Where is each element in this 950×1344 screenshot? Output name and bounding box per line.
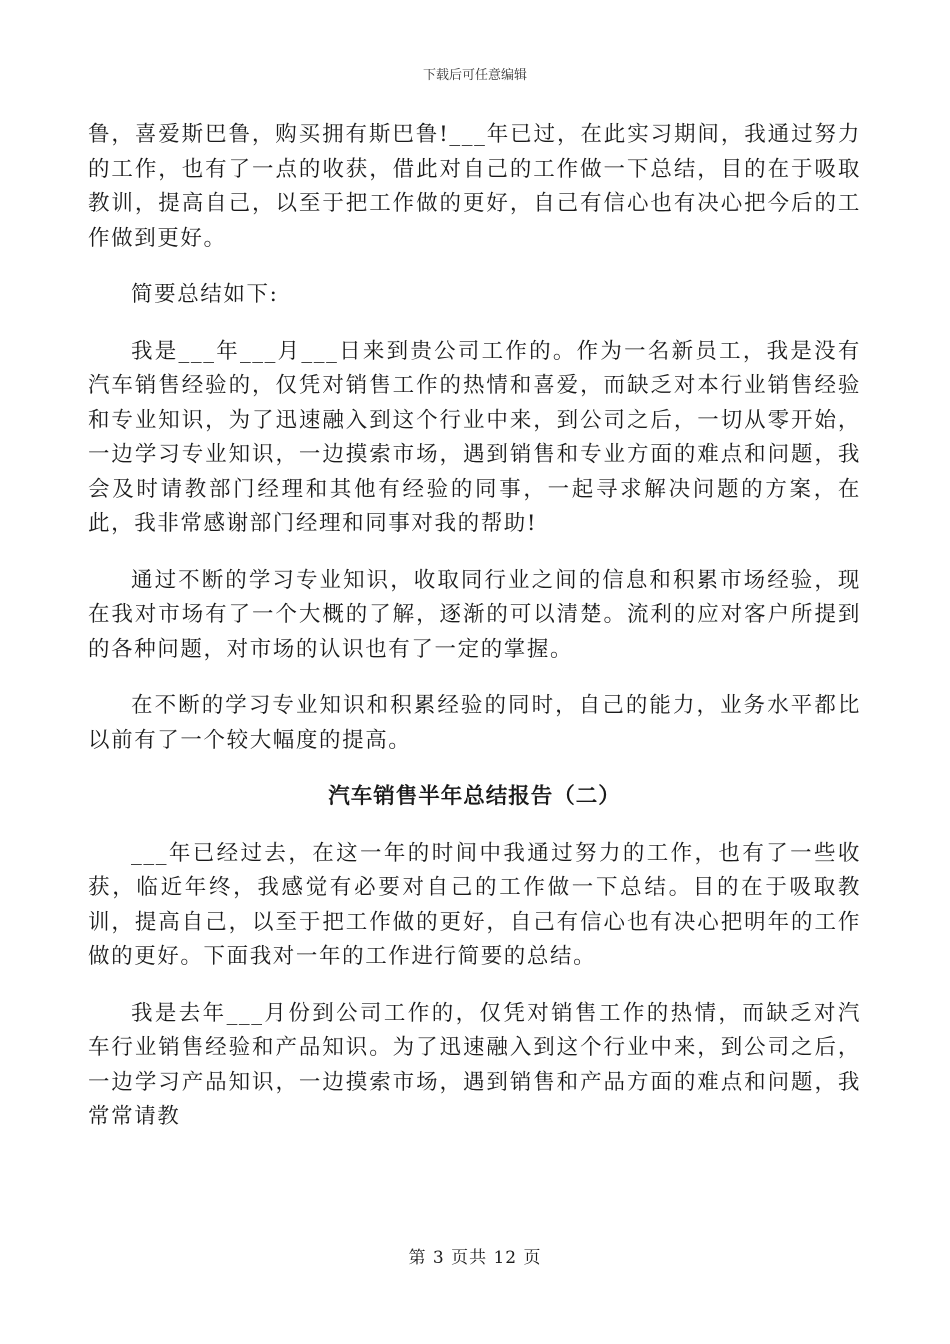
- page-header: 下载后可任意编辑: [422, 68, 527, 83]
- page-number: 第 3 页共 12 页: [408, 1248, 542, 1268]
- paragraph-improvement: 在不断的学习专业知识和积累经验的同时，自己的能力，业务水平都比以前有了一个较大幅度的提高。: [88, 693, 861, 753]
- paragraph-learning: 通过不断的学习专业知识，收取同行业之间的信息和积累市场经验，现在我对市场有了一个大概的了解，逐渐的可以清楚。流利的应对客户所提到的各种问题，对市场的认识也有了一定的掌握。: [88, 567, 861, 662]
- paragraph-summary-intro: 简要总结如下:: [131, 282, 279, 307]
- paragraph-joined-company: 我是去年___月份到公司工作的，仅凭对销售工作的热情，而缺乏对汽车行业销售经验和产品知识。为了迅速融入到这个行业中来，到公司之后，一边学习产品知识，一边摸索市场，遇到销售和产品方面的难点和问题，我常常请教: [88, 1000, 861, 1129]
- paragraph-continuation: 鲁，喜爱斯巴鲁，购买拥有斯巴鲁!___年已过，在此实习期间，我通过努力的工作，也有了一点的收获，借此对自己的工作做一下总结，目的在于吸取教训，提高自己，以至于把工作做的更好，自己有信心也有决心把今后的工作做到更好。: [88, 122, 861, 251]
- section-title: 汽车销售半年总结报告（二）: [328, 784, 621, 809]
- paragraph-year-summary: ___年已经过去，在这一年的时间中我通过努力的工作，也有了一些收获，临近年终，我感觉有必要对自己的工作做一下总结。目的在于吸取教训，提高自己，以至于把工作做的更好，自己有信心也有决心把明年的工作做的更好。下面我对一年的工作进行简要的总结。: [88, 840, 861, 969]
- paragraph-start-work: 我是___年___月___日来到贵公司工作的。作为一名新员工，我是没有汽车销售经验的，仅凭对销售工作的热情和喜爱，而缺乏对本行业销售经验和专业知识，为了迅速融入到这个行业中来，到公司之后，一切从零开始，一边学习专业知识，一边摸索市场，遇到销售和专业方面的难点和问题，我会及时请教部门经理和其他有经验的同事，一起寻求解决问题的方案，在此，我非常感谢部门经理和同事对我的帮助!: [88, 338, 861, 536]
- document-body: [88, 118, 861, 1157]
